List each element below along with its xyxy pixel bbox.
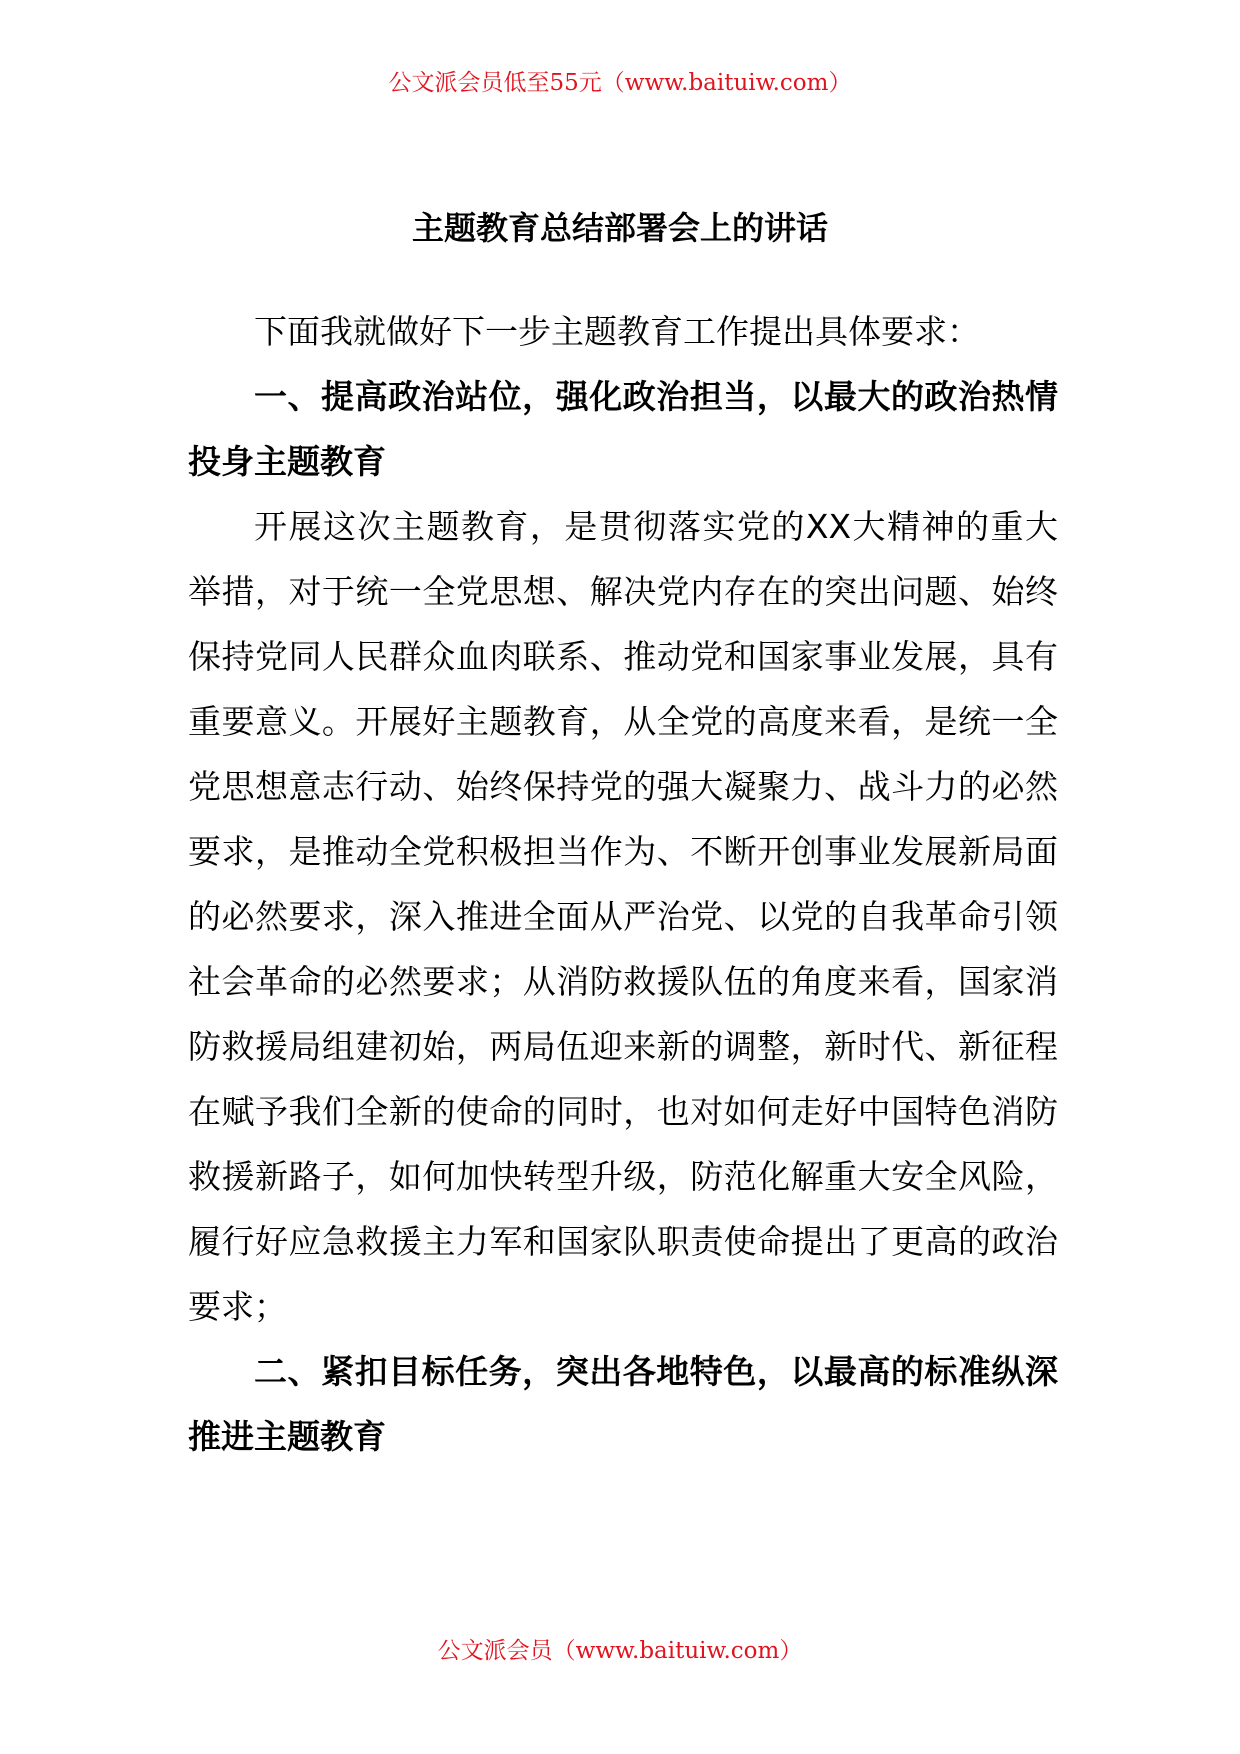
header-watermark: 公文派会员低至55元（www.baituiw.com） <box>388 70 852 96</box>
body-paragraph-1: 开展这次主题教育，是贯彻落实党的XX大精神的重大举措，对于统一全党思想、解决党内存在的突出问题、始终保持党同人民群众血肉联系、推动党和国家事业发展，具有重要意义。开展好主题教育，从全党的高度来看，是统一全党思想意志行动、始终保持党的强大凝聚力、战斗力的必然要求，是推动全党积极担当作为、不断开创事业发展新局面的必然要求，深入推进全面从严治党、以党的自我革命引领社会革命的必然要求；从消防救援队伍的角度来看，国家消防救援局组建初始，两局伍迎来新的调整，新时代、新征程在赋予我们全新的使命的同时，也对如何走好中国特色消防救援新路子，如何加快转型升级，防范化解重大安全风险，履行好应急救援主力军和国家队职责使命提出了更高的政治要求； <box>188 507 1058 1326</box>
intro-paragraph: 下面我就做好下一步主题教育工作提出具体要求： <box>254 312 980 351</box>
document-body <box>188 299 1058 1469</box>
footer-watermark: 公文派会员（www.baituiw.com） <box>437 1638 803 1664</box>
section-heading-2: 二、紧扣目标任务，突出各地特色，以最高的标准纵深推进主题教育 <box>188 1352 1058 1456</box>
document-title: 主题教育总结部署会上的讲话 <box>411 209 828 247</box>
section-heading-1: 一、提高政治站位，强化政治担当，以最大的政治热情投身主题教育 <box>188 377 1058 481</box>
